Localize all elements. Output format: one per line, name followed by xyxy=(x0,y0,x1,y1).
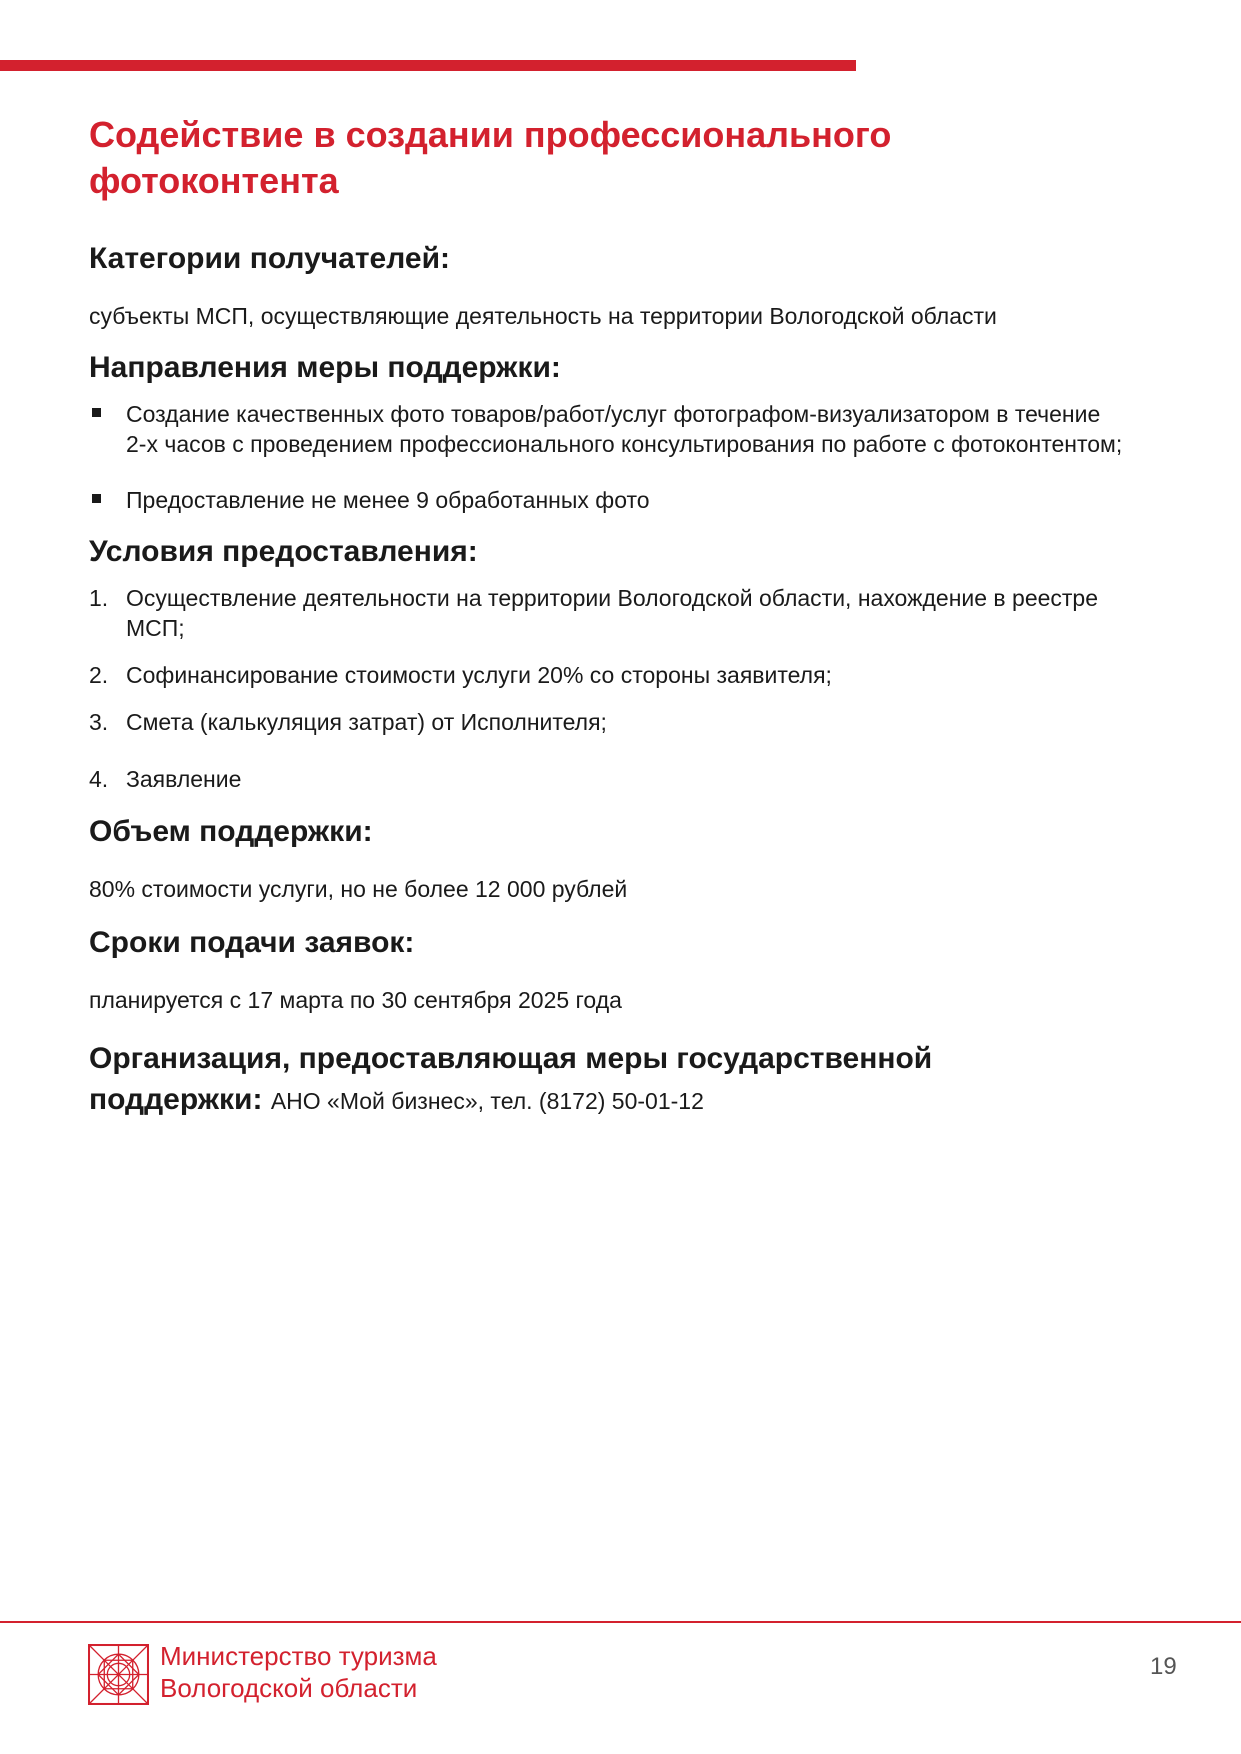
condition-text: Осуществление деятельности на территории Вологодской области, нахождение в реестре МСП; xyxy=(126,585,1099,641)
item-number: 4. xyxy=(89,766,109,792)
recipients-text: субъекты МСП, осуществляющие деятельность на территории Вологодской области xyxy=(89,303,997,329)
organization-value: АНО «Мой бизнес», тел. (8172) 50-01-12 xyxy=(270,1088,704,1114)
top-accent-bar xyxy=(0,60,856,71)
bullet-icon xyxy=(92,408,101,417)
condition-text: Заявление xyxy=(126,766,242,792)
page-title: Содействие в создании профессионального фотоконтента xyxy=(89,114,892,201)
footer-divider xyxy=(0,1621,1241,1623)
list-item xyxy=(89,583,1126,643)
deadlines-heading: Сроки подачи заявок: xyxy=(89,926,415,959)
recipients-heading: Категории получателей: xyxy=(89,242,451,275)
direction-text: Создание качественных фото товаров/работ/услуг фотографом-визуализатором в течение 2-х часов с проведением профессионального консультирования по работе с фотоконтентом; xyxy=(126,401,1123,457)
list-item xyxy=(89,399,1126,459)
directions-heading: Направления меры поддержки: xyxy=(89,351,561,384)
footer-org-line-1: Министерство туризма xyxy=(160,1641,437,1671)
item-number: 3. xyxy=(89,709,109,735)
organization-block xyxy=(89,1038,1069,1122)
bullet-icon xyxy=(92,494,101,503)
volume-text: 80% стоимости услуги, но не более 12 000 рублей xyxy=(89,876,628,902)
directions-list xyxy=(89,399,1169,515)
item-number: 1. xyxy=(89,585,109,611)
deadlines-text: планируется с 17 марта по 30 сентября 2025 года xyxy=(89,987,622,1013)
ministry-logo-icon xyxy=(88,1644,149,1705)
footer-org-line-2: Вологодской области xyxy=(160,1673,418,1703)
page-content xyxy=(89,112,1169,1122)
item-number: 2. xyxy=(89,662,109,688)
list-item xyxy=(89,485,1169,515)
direction-text: Предоставление не менее 9 обработанных фото xyxy=(126,487,650,513)
list-item xyxy=(89,707,1169,737)
footer-organization xyxy=(160,1640,437,1704)
conditions-heading: Условия предоставления: xyxy=(89,535,478,568)
conditions-list xyxy=(89,583,1169,794)
list-item xyxy=(89,660,1169,690)
condition-text: Смета (калькуляция затрат) от Исполнителя; xyxy=(126,709,607,735)
condition-text: Софинансирование стоимости услуги 20% со стороны заявителя; xyxy=(126,662,832,688)
volume-heading: Объем поддержки: xyxy=(89,815,373,848)
organization-heading: Организация, предоставляющая меры государственной поддержки: xyxy=(89,1042,933,1116)
list-item xyxy=(89,764,1169,794)
page-number: 19 xyxy=(1150,1653,1177,1680)
